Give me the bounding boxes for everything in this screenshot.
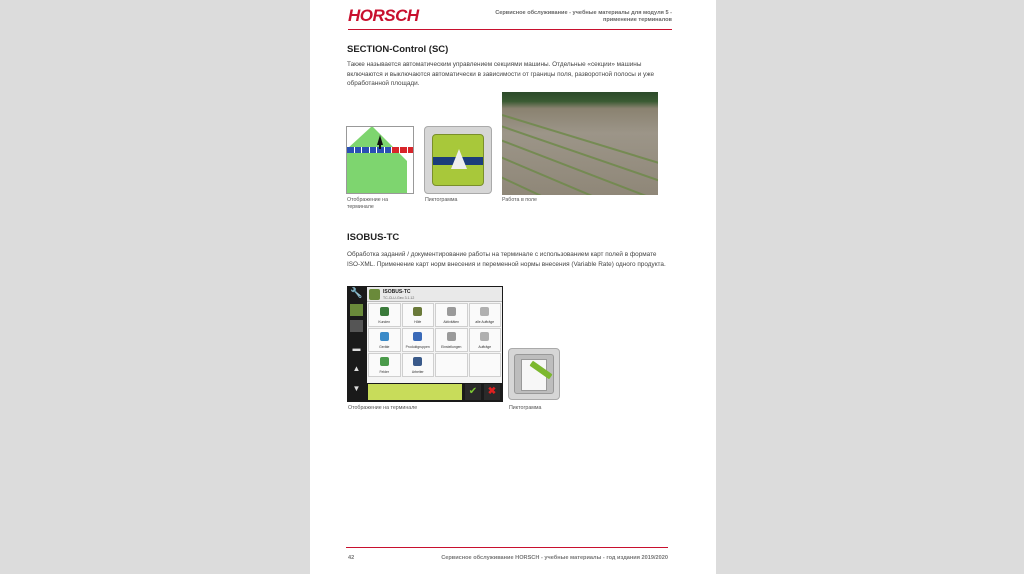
isobus-tc-pictogram xyxy=(508,348,560,400)
section-control-display-image xyxy=(346,126,414,194)
caption-field-work: Работа в поле xyxy=(502,197,537,203)
section-segment xyxy=(347,147,355,153)
terminal-menu-tile[interactable] xyxy=(402,353,435,377)
menu-tile-icon xyxy=(447,307,456,316)
terminal-menu-tile[interactable] xyxy=(368,353,401,377)
terminal-subtitle: TC-CLU-Geo 3.1.12 xyxy=(383,296,415,300)
caption-terminal-display: Отображение на терминале xyxy=(348,405,418,411)
terminal-menu-tile[interactable] xyxy=(402,303,435,327)
terminal-menu-tile[interactable] xyxy=(435,353,468,377)
page-number: 42 xyxy=(348,555,355,561)
header-title: Сервисное обслуживание - учебные материалы для модуля 5 - применение терминалов xyxy=(495,10,672,23)
section-segment xyxy=(385,147,393,153)
arrow-up-icon[interactable]: ▲ xyxy=(352,364,361,373)
section-segment xyxy=(408,147,415,153)
section-control-paragraph: Также называется автоматическим управлением секциями машины. Отдельные «секции» машины включаются и выключаются автоматически в зависимости от границы поля, разворотной полосы и уже обработанной площади. xyxy=(347,61,655,87)
menu-tile-icon xyxy=(480,307,489,316)
footer-divider xyxy=(346,547,668,548)
section-segment xyxy=(370,147,378,153)
menu-tile-icon xyxy=(380,307,389,316)
horsch-logo: HORSCH xyxy=(348,6,419,25)
terminal-menu-tile[interactable] xyxy=(435,303,468,327)
section-segment xyxy=(355,147,363,153)
section-control-icon xyxy=(451,149,467,169)
terminal-menu-tile[interactable] xyxy=(402,328,435,352)
menu-tile-label: Aktivitäten xyxy=(443,320,460,324)
section-segment xyxy=(400,147,408,153)
terminal-title: ISOBUS-TC xyxy=(383,289,411,295)
terminal-menu-tile[interactable] xyxy=(469,303,502,327)
document-icon[interactable] xyxy=(350,320,363,332)
menu-tile-icon xyxy=(413,307,422,316)
terminal-menu-tile[interactable] xyxy=(469,328,502,352)
terminal-bottom-bar xyxy=(367,384,502,401)
section-control-pictogram xyxy=(424,126,492,194)
cancel-button[interactable]: ✖ xyxy=(484,384,500,400)
menu-tile-label: alle Aufträge xyxy=(475,320,495,324)
document-page xyxy=(310,0,716,574)
menu-tile-label: Arbeiter xyxy=(411,370,424,374)
isobus-tc-paragraph: Обработка заданий / документирование работы на терминале с использованием карт полей в формате ISO-XML. Применение карт норм внесения и переменной нормы внесения (Variable Rate) одного продукта. xyxy=(347,251,666,268)
wrench-icon[interactable]: 🔧 xyxy=(350,288,363,299)
terminal-menu-tile[interactable] xyxy=(435,328,468,352)
terminal-sidebar xyxy=(347,286,366,402)
caption-tc-pictogram: Пиктограмма xyxy=(509,405,542,411)
menu-tile-icon xyxy=(413,332,422,341)
menu-tile-label: Kunden xyxy=(378,320,391,324)
field-edge xyxy=(407,153,413,194)
menu-tile-icon xyxy=(380,357,389,366)
menu-tile-label: Einstellungen xyxy=(441,345,462,349)
menu-tile-icon xyxy=(413,357,422,366)
field-work-photo xyxy=(502,92,658,195)
terminal-menu-tile[interactable] xyxy=(368,303,401,327)
menu-tile-label: Produktgruppen xyxy=(405,345,430,349)
tractor-arrow-icon xyxy=(377,135,383,145)
section-segment xyxy=(362,147,370,153)
isobus-tc-app-icon xyxy=(369,289,380,300)
menu-tile-label: Aufträge xyxy=(478,345,492,349)
terminal-menu-tile[interactable] xyxy=(469,353,502,377)
caption-pictogram: Пиктограмма xyxy=(425,197,458,203)
section-segment xyxy=(392,147,400,153)
terminal-menu-grid xyxy=(368,303,501,377)
menu-tile-icon xyxy=(447,332,456,341)
menu-tile-label: Geräte xyxy=(379,345,390,349)
menu-tile-label: Höfe xyxy=(414,320,422,324)
isobus-tc-heading: ISOBUS-TC xyxy=(347,232,400,243)
menu-tile-icon xyxy=(380,332,389,341)
terminal-screenshot xyxy=(347,286,503,402)
processed-area xyxy=(347,127,371,149)
terminal-menu-tile[interactable] xyxy=(368,328,401,352)
confirm-button[interactable]: ✔ xyxy=(465,384,481,400)
terminal-title-bar xyxy=(367,287,502,302)
terminal-main-screen xyxy=(367,287,502,383)
header-divider xyxy=(348,29,672,30)
tractor-icon[interactable]: ▬ xyxy=(352,344,361,353)
section-control-heading: SECTION-Control (SC) xyxy=(347,44,449,55)
menu-tile-icon xyxy=(480,332,489,341)
map-icon[interactable] xyxy=(350,304,363,316)
footer-text: Сервисное обслуживание HORSCH - учебные материалы - год издания 2019/2020 xyxy=(441,555,668,561)
menu-tile-label: Felder xyxy=(379,370,390,374)
terminal-input-field[interactable] xyxy=(368,384,462,400)
arrow-down-icon[interactable]: ▼ xyxy=(352,384,361,393)
caption-display: Отображение на терминале xyxy=(347,197,389,210)
